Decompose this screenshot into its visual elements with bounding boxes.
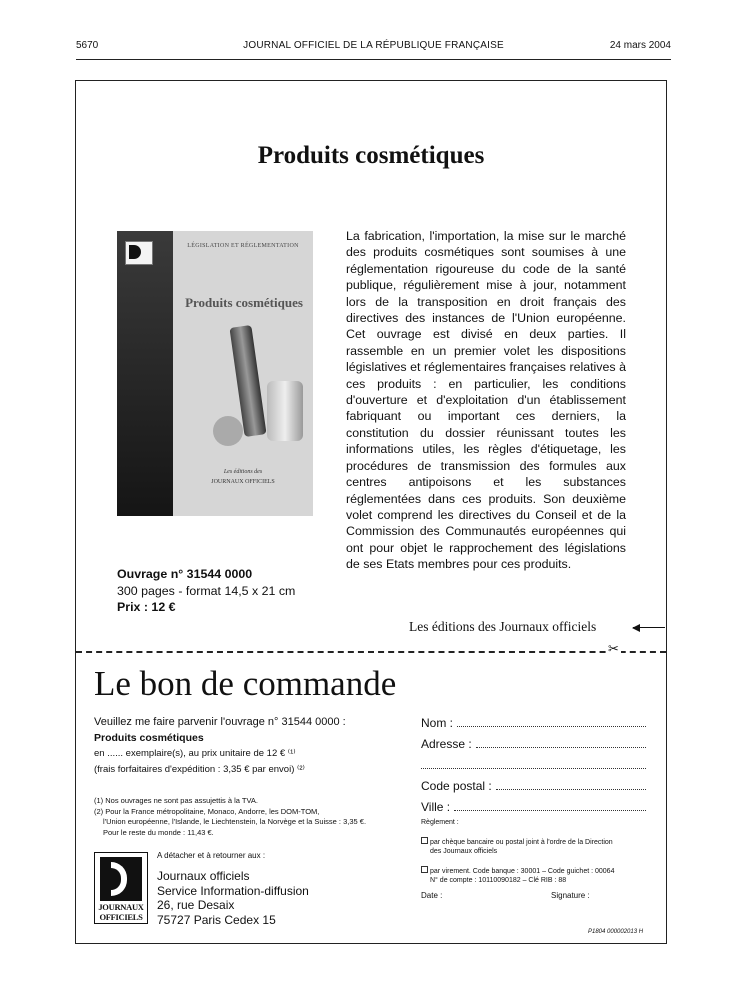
transfer-text-a: par virement. Code banque : 30001 – Code guichet : 00064 [430,867,615,875]
scissors-icon: ✂ [608,641,619,656]
cheque-option[interactable] [421,837,646,848]
jar-icon [267,381,303,441]
city-field[interactable] [421,798,646,819]
cover-series: LÉGISLATION ET RÉGLEMENTATION [187,243,299,249]
cut-line [76,651,666,653]
book-description: La fabrication, l'importation, la mise sur le marché des produits cosmétiques sont soumises à une réglementation rigoureuse du code de la santé publique, régulièrement mise à jour, notamment lors de la transposition en droit français des directives des instances de l'Union européenne. Cet ouvrage est divisé en deux parties. Il rassemble en un premier volet les dispositions législatives et réglementaires françaises relatives à ces produits : en particulier, les conditions d'ouverture et d'exploitation d'un établissement fabriquant ou important ces derniers, la constitution du dossier réunissant toutes les informations utiles, les règles d'étiquetage, les procédures de transmission des formules aux centres antipoisons et les substances réglementées dans ces produits. Son deuxième volet comprend les directives du Conseil et de la Commission des Communautés européennes qui ont pour objet le rapprochement des législations de ses Etats membres pour ces produits. [346,229,626,572]
customer-form [421,714,646,819]
logo-text-2: OFFICIELS [99,912,143,922]
signature-label[interactable]: Signature : [551,891,590,900]
request-text: Veuillez me faire parvenir l'ouvrage n° 31544 0000 : [94,716,346,728]
ad-title: Produits cosmétiques [257,142,485,169]
flower-icon [213,416,243,446]
ouvrage-number: Ouvrage n° 31544 0000 [117,567,253,581]
footnote-2c: Pour le reste du monde : 11,43 €. [103,827,214,837]
book-cover [117,231,313,516]
cover-publisher-1: Les éditions des [223,469,263,475]
footnote-2b: l'Union européenne, l'Islande, le Liechtenstein, la Norvège et la Suisse : 3,35 €. [103,817,367,826]
address-line-2: Service Information-diffusion [157,883,309,898]
name-field[interactable] [421,714,646,735]
date-label[interactable]: Date : [421,891,443,900]
address-input[interactable] [476,735,646,748]
address-line-3: 26, rue Desaix [157,898,235,912]
editions-label: Les éditions des Journaux officiels [409,619,597,634]
footnote-1: (1) Nos ouvrages ne sont pas assujettis à la TVA. [94,796,258,805]
payment-label: Règlement : [421,819,459,826]
date-signature [421,891,601,900]
journal-title: JOURNAL OFFICIEL DE LA RÉPUBLIQUE FRANÇAISE [243,40,504,51]
product-name: Produits cosmétiques [94,732,204,744]
footnotes [94,796,366,838]
cover-title: Produits cosmétiques [185,295,303,310]
pages-format: 300 pages - format 14,5 x 21 cm [117,583,296,598]
city-input[interactable] [454,798,646,811]
detach-instruction: A détacher et à retourner aux : [157,851,266,860]
postal-input[interactable] [496,777,646,790]
shipping-line: (frais forfaitaires d'expédition : 3,35 € par envoi) ⁽²⁾ [94,764,305,775]
cover-publisher-2: JOURNAUX OFFICIELS [211,479,275,485]
quantity-line[interactable]: en ...... exemplaire(s), au prix unitaire de 12 € ⁽¹⁾ [94,748,296,759]
logo-text-1: JOURNAUX [98,902,144,912]
return-address [157,869,309,927]
header-rule [76,59,671,60]
arrow-left-icon [633,627,665,628]
name-input[interactable] [457,714,646,727]
cover-spine [117,231,173,516]
cheque-text-a: par chèque bancaire ou postal joint à l'ordre de la Direction [430,838,613,846]
footnote-2a: (2) Pour la France métropolitaine, Monaco, Andorre, les DOM-TOM, [94,806,320,816]
reference-code: P1804 000002013 H [588,929,644,935]
book-details [117,566,295,616]
order-form-heading: Le bon de commande [94,664,397,703]
transfer-option[interactable] [421,866,646,877]
city-label: Ville : [421,800,451,814]
cheque-text-b: des Journaux officiels [430,848,498,855]
address-field[interactable] [421,735,646,756]
journaux-officiels-logo [94,852,148,924]
address-line-4: 75727 Paris Cedex 15 [157,912,276,927]
order-request [94,714,346,778]
address-line-1: Journaux officiels [157,869,250,883]
transfer-checkbox[interactable] [421,866,428,873]
issue-date: 24 mars 2004 [609,40,671,51]
postal-label: Code postal : [421,779,492,793]
address-label: Adresse : [421,737,472,751]
address-field-2[interactable] [421,756,646,777]
price: Prix : 12 € [117,600,176,614]
name-label: Nom : [421,716,454,730]
cheque-checkbox[interactable] [421,837,428,844]
postal-field[interactable] [421,777,646,798]
page-number: 5670 [76,40,99,51]
page-header [76,40,671,54]
payment-section [421,818,646,886]
address-input-2[interactable] [421,756,646,769]
transfer-text-b: N° de compte : 10110090182 – Clé RIB : 88 [430,877,567,884]
